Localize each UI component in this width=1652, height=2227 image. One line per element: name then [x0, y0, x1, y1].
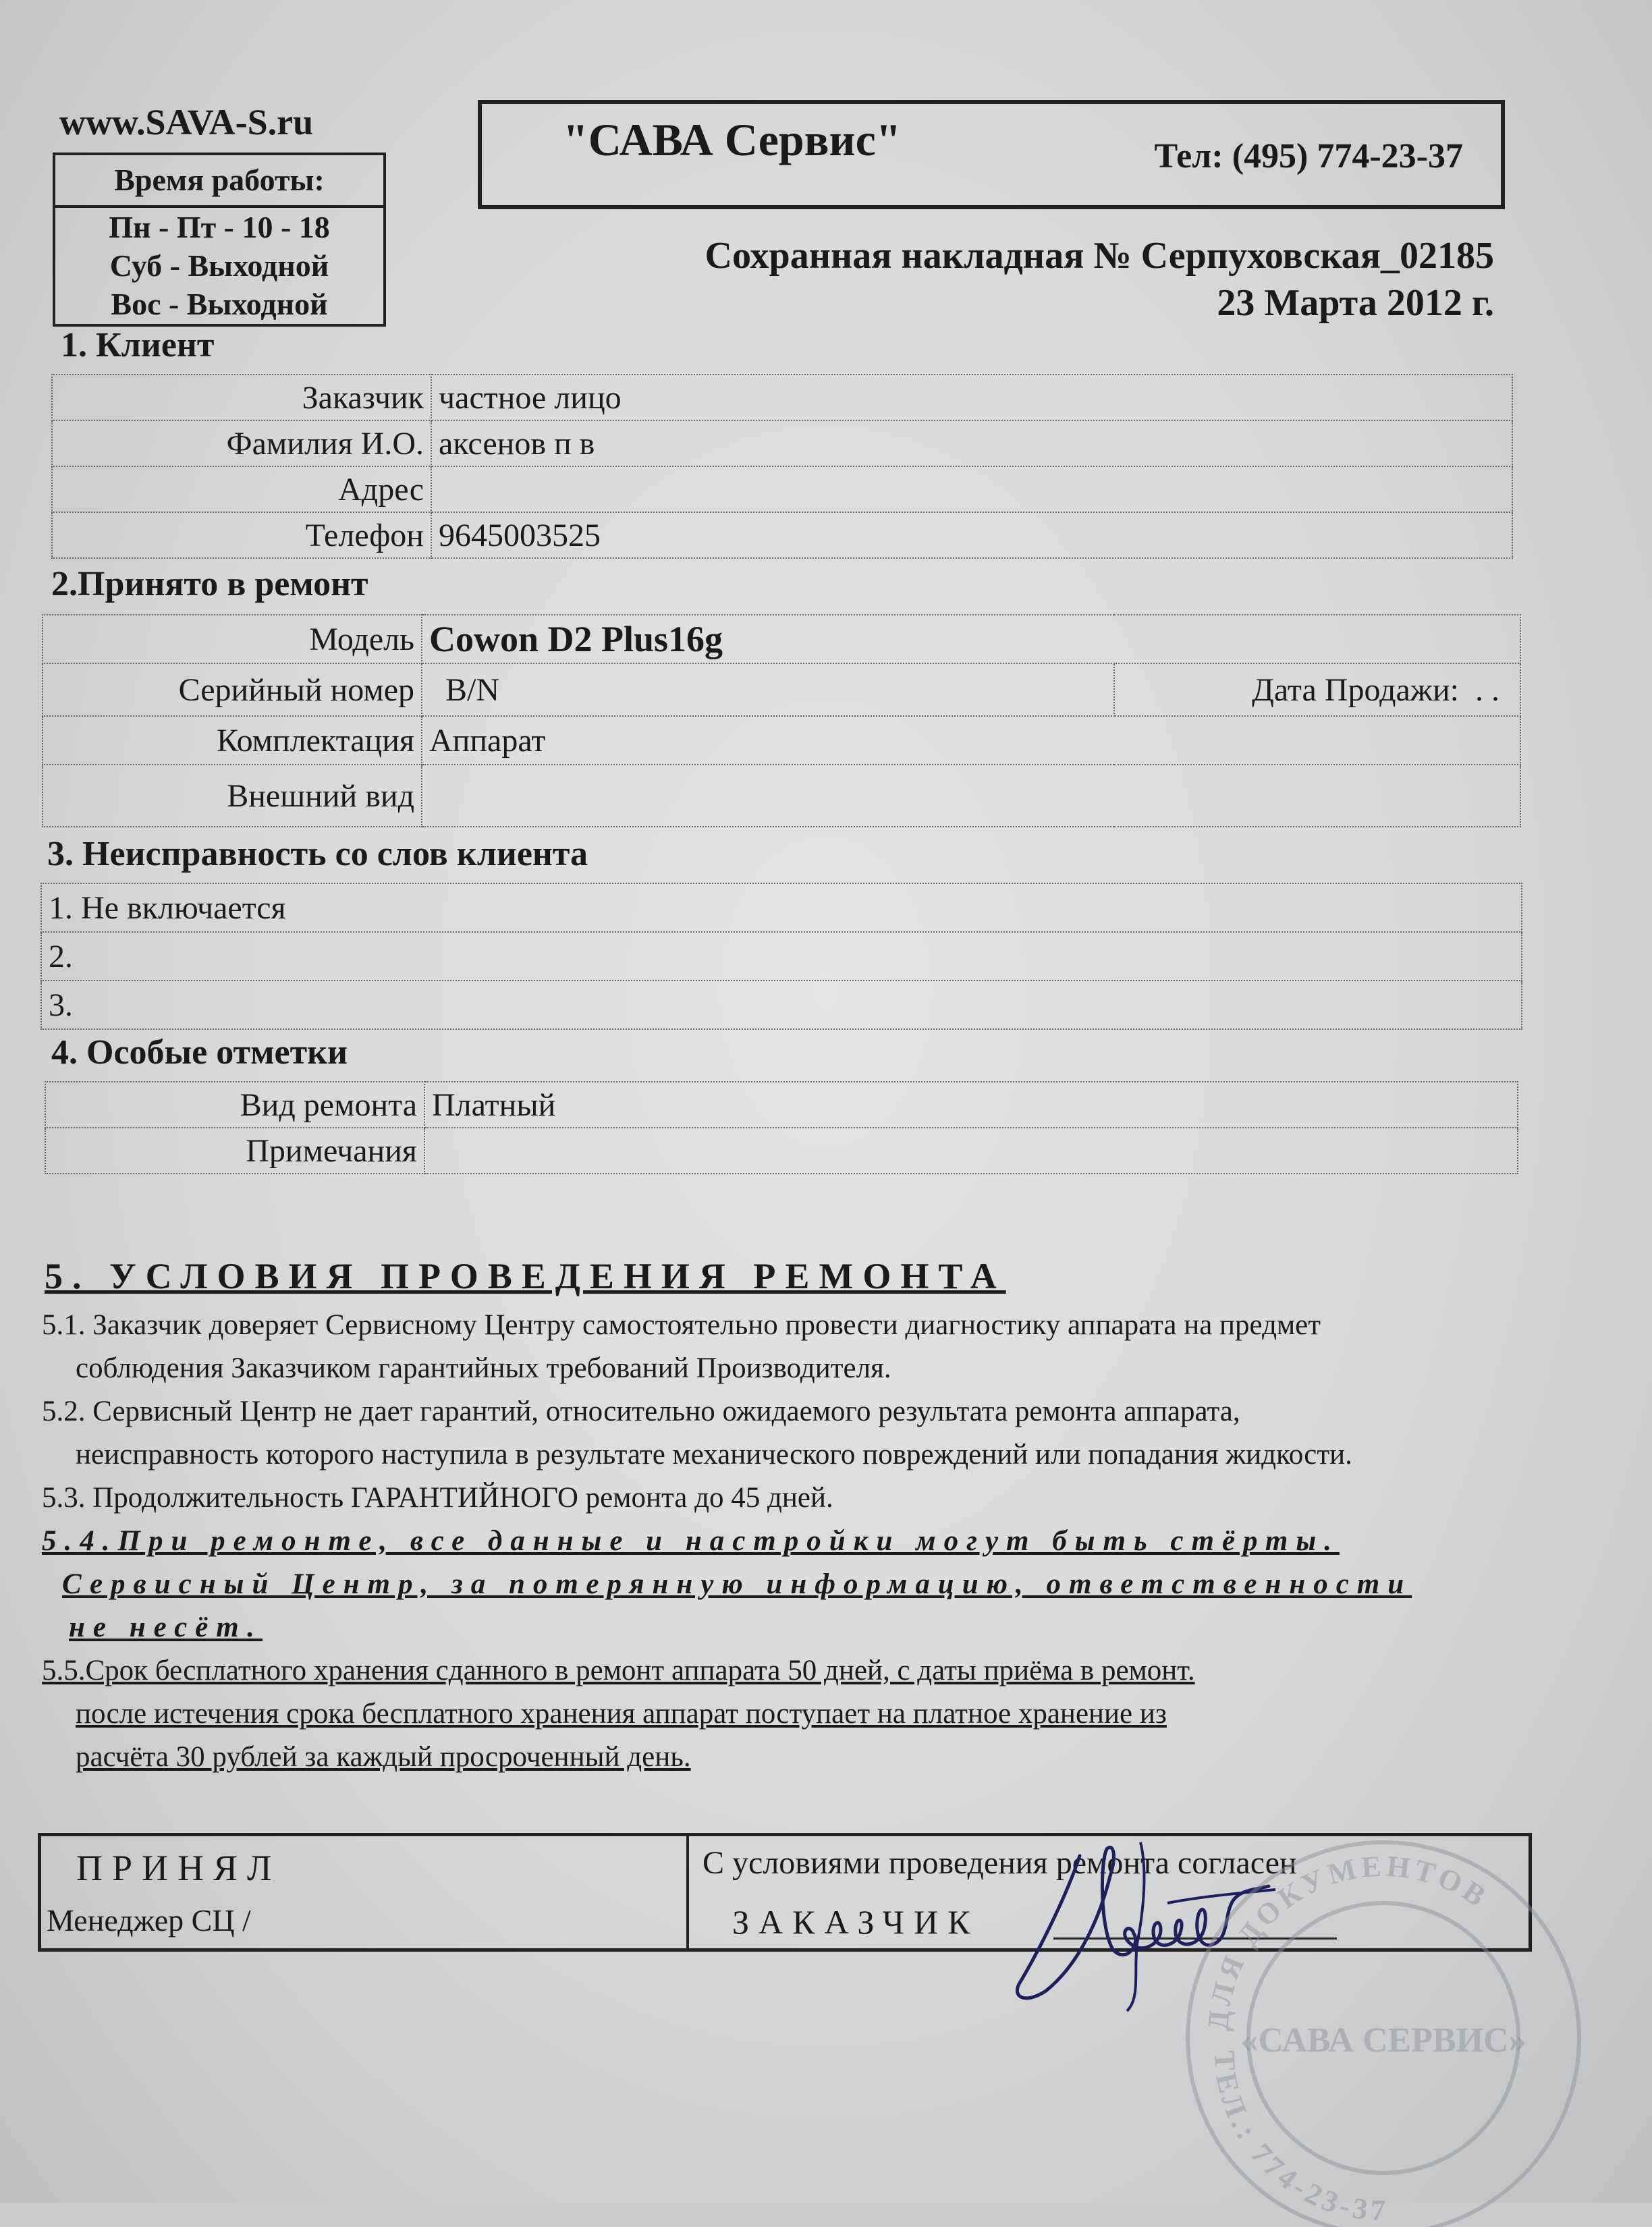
hours-line: Пн - Пт - 10 - 18	[109, 210, 330, 244]
stamp-center: «САВА СЕРВИС»	[1240, 2021, 1526, 2060]
section-repair-heading: 2.Принято в ремонт	[51, 565, 368, 603]
row-label: Вид ремонта	[45, 1082, 424, 1128]
invoice-title: Сохранная накладная № Серпуховская_02185	[705, 235, 1494, 277]
row-label: Серийный номер	[43, 663, 422, 716]
condition-line: 5.5.Срок бесплатного хранения сданного в ремонт аппарата 50 дней, с даты приёма в ремонт.	[42, 1655, 1195, 1686]
condition-line: 5.3. Продолжительность ГАРАНТИЙНОГО ремонта до 45 дней.	[42, 1482, 833, 1514]
conditions-text	[42, 1304, 1412, 1779]
table-row	[45, 1082, 1518, 1128]
condition-line: расчёта 30 рублей за каждый просроченный день.	[76, 1741, 691, 1773]
website: www.SAVA-S.ru	[59, 102, 314, 142]
stamp-ring-bottom: ТЕЛ.: 774-23-37	[1207, 2050, 1390, 2227]
hours-line: Вос - Выходной	[111, 287, 328, 321]
table-row	[52, 420, 1512, 466]
repair-table	[42, 614, 1521, 827]
company-name: "САВА Сервис"	[563, 114, 902, 165]
kit-value: Аппарат	[422, 716, 1520, 765]
company-phone: Тел: (495) 774-23-37	[1154, 137, 1463, 175]
notes-table	[45, 1081, 1518, 1174]
row-value: аксенов п в	[431, 420, 1512, 466]
row-value: частное лицо	[431, 375, 1512, 420]
conditions-heading: 5. УСЛОВИЯ ПРОВЕДЕНИЯ РЕМОНТА	[45, 1256, 1006, 1296]
row-value	[424, 1128, 1518, 1174]
row-label: Телефон	[52, 512, 431, 558]
table-row	[52, 466, 1512, 512]
row-label: Комплектация	[43, 716, 422, 765]
table-row	[43, 716, 1520, 765]
row-label: Фамилия И.О.	[52, 420, 431, 466]
sale-date-value: . .	[1475, 671, 1499, 708]
condition-line: после истечения срока бесплатного хранения аппарат поступает на платное хранение из	[76, 1698, 1167, 1730]
table-row	[45, 1128, 1518, 1174]
signature-divider	[686, 1836, 689, 1948]
table-row	[41, 883, 1522, 932]
row-label: Модель	[43, 615, 422, 663]
model-value: Cowon D2 Plus16g	[422, 615, 1520, 663]
condition-line: соблюдения Заказчиком гарантийных требований Производителя.	[76, 1352, 891, 1384]
row-label: Адрес	[52, 466, 431, 512]
table-row	[43, 615, 1520, 663]
manager-label: Менеджер СЦ /	[47, 1903, 251, 1937]
table-row	[43, 663, 1520, 716]
fault-table	[40, 883, 1522, 1030]
table-row	[52, 512, 1512, 558]
row-value	[431, 466, 1512, 512]
row-label: Заказчик	[52, 375, 431, 420]
row-value: Платный	[424, 1082, 1518, 1128]
client-table	[51, 374, 1513, 559]
section-fault-heading: 3. Неисправность со слов клиента	[47, 835, 588, 873]
condition-line: 5.1. Заказчик доверяет Сервисному Центру самостоятельно провести диагностику аппарата на предмет	[42, 1309, 1321, 1341]
fault-item: 1. Не включается	[41, 883, 1522, 932]
hours-line: Суб - Выходной	[109, 248, 329, 283]
table-row	[52, 375, 1512, 420]
table-row	[43, 765, 1520, 827]
table-row	[41, 981, 1522, 1029]
appearance-value	[422, 765, 1520, 827]
row-value: 9645003525	[431, 512, 1512, 558]
condition-line: Сервисный Центр, за потерянную информацию, ответственности	[62, 1568, 1412, 1600]
stamp-ring-top: ДЛЯ ДОКУМЕНТОВ	[1201, 1849, 1495, 2032]
sale-date-label: Дата Продажи:	[1252, 671, 1459, 708]
section-notes-heading: 4. Особые отметки	[51, 1033, 348, 1072]
customer-label: ЗАКАЗЧИК	[732, 1903, 980, 1941]
condition-line: 5.2. Сервисный Центр не дает гарантий, относительно ожидаемого результата ремонта аппарата,	[42, 1396, 1240, 1427]
invoice-date: 23 Марта 2012 г.	[1217, 282, 1494, 324]
working-hours-box	[53, 153, 386, 327]
row-label: Внешний вид	[43, 765, 422, 827]
section-client-heading: 1. Клиент	[61, 326, 215, 364]
row-label: Примечания	[45, 1128, 424, 1174]
accepted-label: ПРИНЯЛ	[76, 1848, 281, 1888]
condition-line: не несёт.	[69, 1612, 263, 1643]
company-stamp	[1134, 1809, 1620, 2227]
fault-item: 2.	[41, 932, 1522, 981]
sale-date	[1114, 663, 1520, 716]
hours-title: Время работы:	[55, 155, 383, 208]
agreement-text: С условиями проведения ремонта согласен	[703, 1845, 1297, 1881]
table-row	[41, 932, 1522, 981]
condition-line: 5.4.При ремонте, все данные и настройки могут быть стёрты.	[42, 1525, 1340, 1557]
company-header-box	[478, 100, 1505, 209]
invoice-heading	[705, 232, 1495, 327]
serial-value: B/N	[422, 663, 1114, 716]
fault-item: 3.	[41, 981, 1522, 1029]
condition-line: неисправность которого наступила в результате механического повреждений или попадания жидкости.	[76, 1439, 1352, 1470]
